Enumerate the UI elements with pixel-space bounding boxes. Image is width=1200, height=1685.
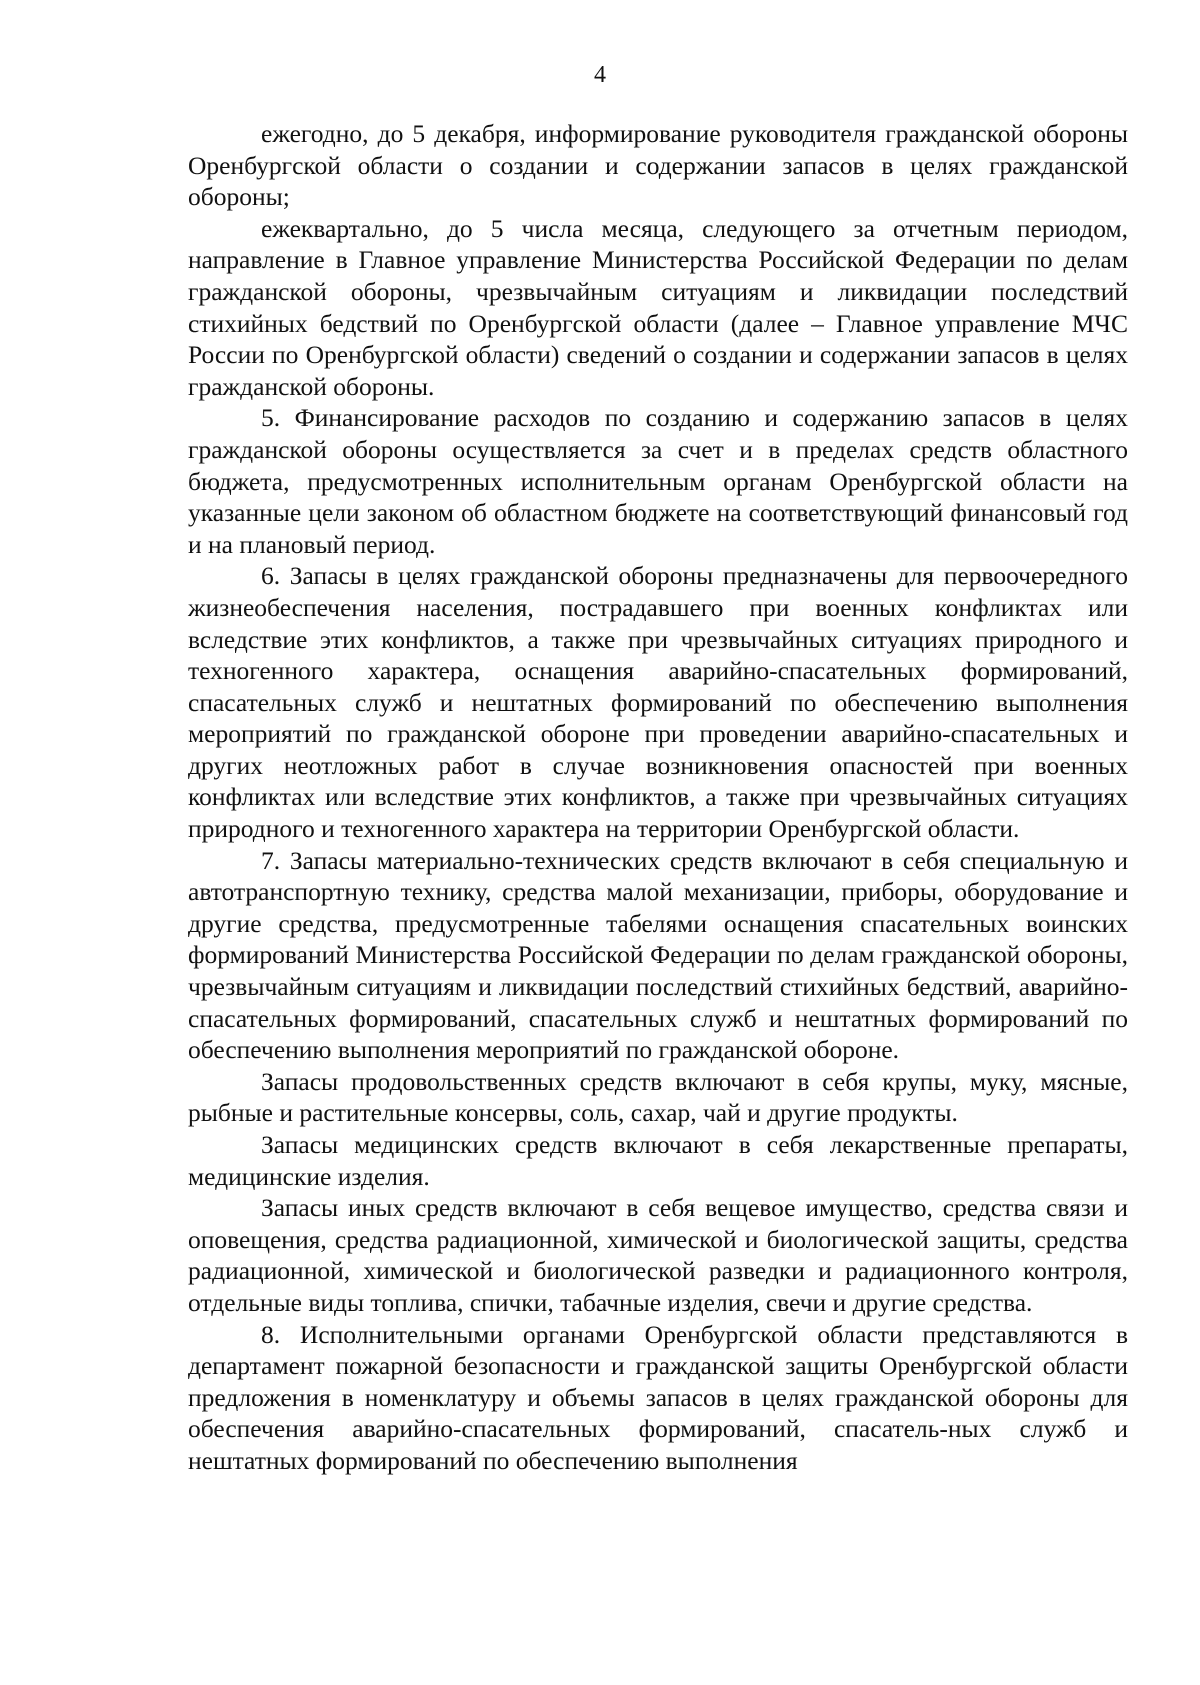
paragraph-annual-report: ежегодно, до 5 декабря, информирование руководителя гражданской обороны Оренбургской области о создании и содержании запасов в целях гражданской обороны; bbox=[188, 119, 1128, 212]
paragraph-6-purpose: 6. Запасы в целях гражданской обороны предназначены для первоочередного жизнеобеспечения населения, пострадавшего при военных конфликтах или вследствие этих конфликтов, а также при чрезвычайных ситуациях природного и техногенного характера, оснащения аварийно-спасательных формирований, спасательных служб и нештатных формирований по обеспечению выполнения мероприятий по гражданской обороне при проведении аварийно-спасательных и других неотложных работ в случае возникновения опасностей при военных конфликтах или вследствие этих конфликтов, а также при чрезвычайных ситуациях природного и техногенного характера на территории Оренбургской области. bbox=[188, 561, 1128, 844]
document-body bbox=[188, 118, 1128, 1477]
paragraph-other-supplies: Запасы иных средств включают в себя вещевое имущество, средства связи и оповещения, средства радиационной, химической и биологической защиты, средства радиационной, химической и биологической разведки и радиационного контроля, отдельные виды топлива, спички, табачные изделия, свечи и другие средства. bbox=[188, 1193, 1128, 1317]
paragraph-food-supplies: Запасы продовольственных средств включают в себя крупы, муку, мясные, рыбные и растительные консервы, соль, сахар, чай и другие продукты. bbox=[188, 1066, 1128, 1128]
paragraph-medical-supplies: Запасы медицинских средств включают в себя лекарственные препараты, медицинские изделия. bbox=[188, 1130, 1128, 1191]
page-number: 4 bbox=[594, 62, 606, 88]
paragraph-8-proposals: 8. Исполнительными органами Оренбургской области представляются в департамент пожарной безопасности и гражданской защиты Оренбургской области предложения в номенклатуру и объемы запасов в целях гражданской обороны для обеспечения аварийно-спасательных формирований, спасатель-ных служб и нештатных формирований по обеспечению выполнения bbox=[188, 1319, 1128, 1475]
paragraph-5-financing: 5. Финансирование расходов по созданию и содержанию запасов в целях гражданской обороны осуществляется за счет и в пределах средств областного бюджета, предусмотренных исполнительным органам Оренбургской области на указанные цели законом об областном бюджете на соответствующий финансовый год и на плановый период. bbox=[188, 403, 1128, 559]
paragraph-quarterly-report: ежеквартально, до 5 числа месяца, следующего за отчетным периодом, направление в Главное управление Министерства Российской Федерации по делам гражданской обороны, чрезвычайным ситуациям и ликвидации последствий стихийных бедствий по Оренбургской области (далее – Главное управление МЧС России по Оренбургской области) сведений о создании и содержании запасов в целях гражданской обороны. bbox=[188, 213, 1128, 401]
paragraph-7-material-means: 7. Запасы материально-технических средств включают в себя специальную и автотранспортную технику, средства малой механизации, приборы, оборудование и другие средства, предусмотренные табелями оснащения спасательных воинских формирований Министерства Российской Федерации по делам гражданской обороны, чрезвычайным ситуациям и ликвидации последствий стихийных бедствий, аварийно-спасательных формирований, спасательных служб и нештатных формирований по обеспечению выполнения мероприятий по гражданской обороне. bbox=[188, 845, 1128, 1065]
